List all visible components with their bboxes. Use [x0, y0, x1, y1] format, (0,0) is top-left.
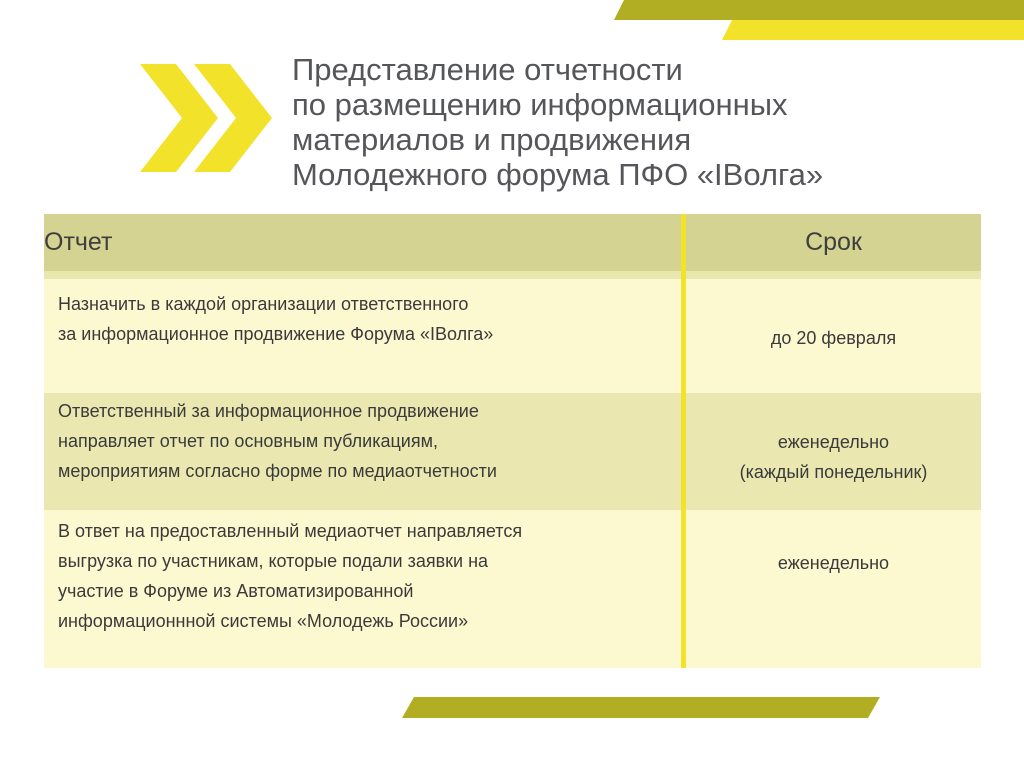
- deadline-line: еженедельно: [777, 553, 890, 573]
- deadline-line: до 20 февраля: [770, 328, 897, 348]
- header-report: Отчет: [44, 214, 681, 271]
- report-line: мероприятиям согласно форме по медиаотчетности: [58, 461, 497, 481]
- deadline-line: еженедельно: [777, 432, 890, 452]
- deadline-cell: [686, 393, 981, 510]
- report-line: Назначить в каждой организации ответственного: [58, 294, 469, 314]
- header-deadline: Срок: [686, 214, 981, 271]
- decorative-stripe-top-yellow: [722, 20, 1024, 40]
- report-line: за информационное продвижение Форума «IВолга»: [58, 324, 494, 344]
- double-chevron-icon: [140, 64, 280, 172]
- deadline-cell: [686, 279, 981, 393]
- report-cell: [44, 279, 681, 393]
- report-line: участие в Форуме из Автоматизированной: [58, 581, 414, 601]
- chevron-left-shape: [140, 64, 218, 172]
- title-line: Молодежного форума ПФО «IВолга»: [292, 157, 824, 192]
- report-line: Ответственный за информационное продвижение: [58, 401, 479, 421]
- table-header-row: [44, 214, 981, 271]
- column-divider: [681, 214, 686, 668]
- table-row: [44, 279, 981, 393]
- decorative-stripe-bottom: [402, 697, 880, 718]
- report-cell: [44, 510, 681, 668]
- slide-title: [292, 52, 992, 192]
- header-band: [44, 271, 981, 279]
- title-line: по размещению информационных: [292, 87, 788, 122]
- report-table: [44, 214, 981, 668]
- table-row: [44, 510, 981, 668]
- table-row: [44, 393, 981, 510]
- report-cell: [44, 393, 681, 510]
- report-line: выгрузка по участникам, которые подали заявки на: [58, 551, 489, 571]
- report-line: В ответ на предоставленный медиаотчет направляется: [58, 521, 523, 541]
- deadline-cell: [686, 510, 981, 668]
- title-line: Представление отчетности: [292, 52, 683, 87]
- title-line: материалов и продвижения: [292, 122, 692, 157]
- report-line: направляет отчет по основным публикациям,: [58, 431, 438, 451]
- decorative-stripe-top-olive: [614, 0, 1024, 20]
- report-line: информационнной системы «Молодежь России»: [58, 611, 469, 631]
- deadline-line: (каждый понедельник): [739, 462, 928, 482]
